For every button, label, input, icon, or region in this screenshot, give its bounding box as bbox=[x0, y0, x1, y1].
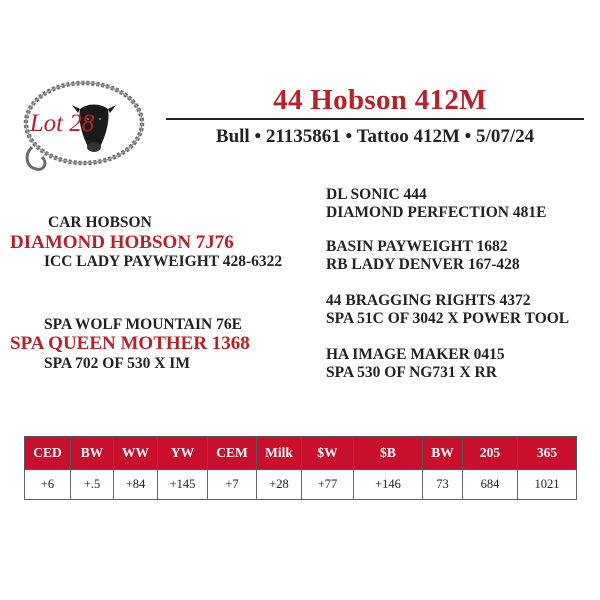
epd-header-cem: CEM bbox=[208, 437, 257, 470]
right-pedigree-line: SPA 530 OF NG731 X RR bbox=[326, 364, 497, 381]
epd-header-row bbox=[25, 437, 577, 470]
rope-oval-icon bbox=[18, 75, 153, 175]
right-pedigree-line: DL SONIC 444 bbox=[326, 186, 427, 203]
epd-value-cem: +7 bbox=[208, 470, 257, 500]
epd-value-row bbox=[25, 470, 577, 500]
dam-sire: SPA WOLF MOUNTAIN 76E bbox=[44, 316, 242, 333]
epd-header-ced: CED bbox=[25, 437, 71, 470]
title-divider bbox=[166, 118, 584, 120]
sire-sire: CAR HOBSON bbox=[48, 214, 152, 231]
sire-dam: ICC LADY PAYWEIGHT 428-6322 bbox=[44, 253, 283, 270]
epd-header-actual-bw: BW bbox=[423, 437, 463, 470]
epd-header-w-index: $W bbox=[302, 437, 354, 470]
right-pedigree-line: DIAMOND PERFECTION 481E bbox=[326, 204, 547, 221]
dam: SPA QUEEN MOTHER 1368 bbox=[10, 333, 250, 354]
lot-label: Lot 28 bbox=[29, 110, 95, 137]
dam-dam: SPA 702 OF 530 X IM bbox=[44, 355, 190, 372]
epd-value-b-index: +146 bbox=[354, 470, 423, 500]
epd-table bbox=[24, 436, 577, 500]
animal-name-title: 44 Hobson 412M bbox=[273, 84, 487, 116]
epd-value-yw: +145 bbox=[158, 470, 208, 500]
epd-value-ww: +84 bbox=[114, 470, 158, 500]
epd-value-ced: +6 bbox=[25, 470, 71, 500]
epd-value-365: 1021 bbox=[518, 470, 577, 500]
sire: DIAMOND HOBSON 7J76 bbox=[10, 232, 234, 253]
right-pedigree-line: SPA 51C OF 3042 X POWER TOOL bbox=[326, 310, 570, 327]
epd-header-ww: WW bbox=[114, 437, 158, 470]
epd-header-bw: BW bbox=[71, 437, 114, 470]
epd-value-actual-bw: 73 bbox=[423, 470, 463, 500]
epd-header-205: 205 bbox=[463, 437, 518, 470]
epd-value-w-index: +77 bbox=[302, 470, 354, 500]
right-pedigree-line: 44 BRAGGING RIGHTS 4372 bbox=[326, 292, 531, 309]
right-pedigree-line: RB LADY DENVER 167-428 bbox=[326, 256, 520, 273]
lot-badge bbox=[18, 75, 153, 175]
epd-header-milk: Milk bbox=[257, 437, 302, 470]
right-pedigree-line: BASIN PAYWEIGHT 1682 bbox=[326, 238, 508, 255]
epd-value-milk: +28 bbox=[257, 470, 302, 500]
epd-value-205: 684 bbox=[463, 470, 518, 500]
epd-header-b-index: $B bbox=[354, 437, 423, 470]
right-pedigree-line: HA IMAGE MAKER 0415 bbox=[326, 346, 505, 363]
epd-header-yw: YW bbox=[158, 437, 208, 470]
epd-value-bw: +.5 bbox=[71, 470, 114, 500]
epd-header-365: 365 bbox=[518, 437, 577, 470]
animal-details: Bull • 21135861 • Tattoo 412M • 5/07/24 bbox=[215, 126, 535, 147]
